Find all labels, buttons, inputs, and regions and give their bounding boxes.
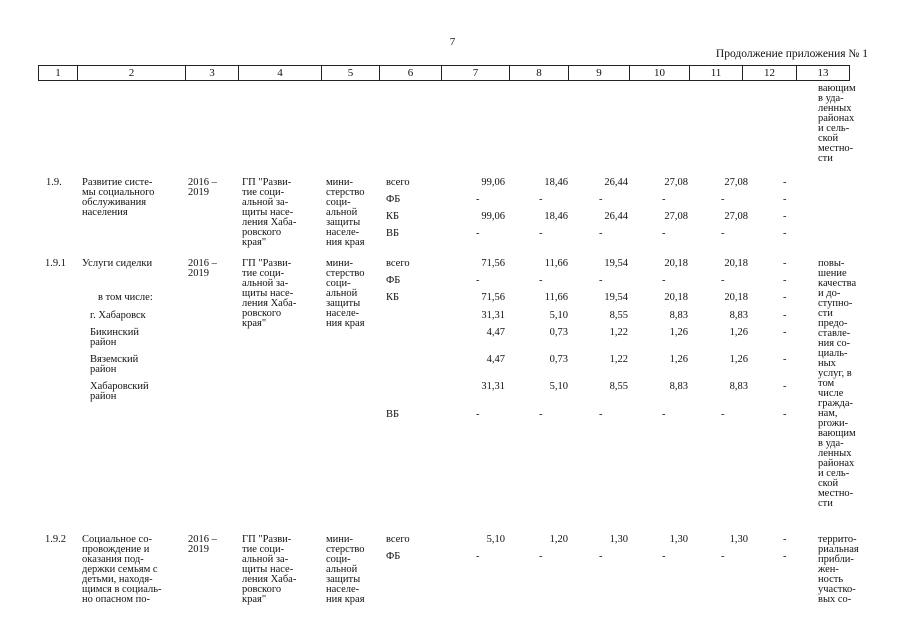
row-1-9-1-c10-fb: -: [662, 275, 666, 286]
row-1-9-1-c12-kb: -: [783, 292, 787, 303]
row-1-9-c8-vb: -: [539, 228, 543, 239]
row-1-9-1-c11-vb: -: [721, 409, 725, 420]
row-1-9-2-c11-fb: -: [721, 551, 725, 562]
col-header-12: 12: [743, 66, 797, 81]
row-1-9-c11-fb: -: [721, 194, 725, 205]
row-1-9-c12-kb: -: [783, 211, 787, 222]
row-1-9-source-kb: КБ: [386, 211, 400, 222]
row-1-9-1-c12-vb: -: [783, 409, 787, 420]
row-1-9-period: 2016 – 2019: [188, 177, 217, 198]
row-1-9-c8-fb: -: [539, 194, 543, 205]
row-1-9-c9-total: 26,44: [604, 177, 628, 188]
row-1-9-c8-kb: 18,46: [544, 211, 568, 222]
col-header-4: 4: [239, 66, 322, 81]
row-1-9-1-c8-sub4: 5,10: [549, 381, 568, 392]
row-1-9-1-c10-sub3: 1,26: [669, 354, 688, 365]
row-1-9-c8-total: 18,46: [544, 177, 568, 188]
col-header-2: 2: [78, 66, 186, 81]
row-1-9-1-sub-bikin-district: Бикинский район: [90, 327, 139, 348]
row-1-9-c11-vb: -: [721, 228, 725, 239]
row-1-9-number: 1.9.: [46, 177, 62, 188]
row-1-9-1-c11-fb: -: [721, 275, 725, 286]
row-1-9-c9-kb: 26,44: [604, 211, 628, 222]
row-1-9-1-c9-sub1: 8,55: [609, 310, 628, 321]
col13-continuation-text: вающим в уда- ленных районах и сель- ской местно- сти: [818, 83, 856, 164]
row-1-9-c7-total: 99,06: [481, 177, 505, 188]
row-1-9-c10-kb: 27,08: [664, 211, 688, 222]
row-1-9-2-c10-fb: -: [662, 551, 666, 562]
row-1-9-1-c7-total: 71,56: [481, 258, 505, 269]
row-1-9-1-source-vb: ВБ: [386, 409, 400, 420]
row-1-9-program: ГП "Разви- тие соци- альной за- щиты насе- ления Хаба- ровского края": [242, 177, 297, 248]
row-1-9-c12-vb: -: [783, 228, 787, 239]
page-number: 7: [449, 36, 456, 48]
col-header-3: 3: [186, 66, 239, 81]
row-1-9-1-c7-sub2: 4,47: [486, 327, 505, 338]
row-1-9-2-source-total: всего: [386, 534, 410, 545]
row-1-9-c12-fb: -: [783, 194, 787, 205]
row-1-9-1-c10-sub4: 8,83: [669, 381, 688, 392]
row-1-9-1-name: Услуги сиделки: [82, 258, 153, 269]
row-1-9-c10-fb: -: [662, 194, 666, 205]
row-1-9-2-c10-total: 1,30: [669, 534, 688, 545]
row-1-9-1-period: 2016 – 2019: [188, 258, 217, 279]
row-1-9-c7-kb: 99,06: [481, 211, 505, 222]
row-1-9-1-c7-kb: 71,56: [481, 292, 505, 303]
row-1-9-1-source-total: всего: [386, 258, 410, 269]
col-header-5: 5: [322, 66, 380, 81]
row-1-9-c11-total: 27,08: [724, 177, 748, 188]
row-1-9-1-c9-sub4: 8,55: [609, 381, 628, 392]
row-1-9-2-c9-fb: -: [599, 551, 603, 562]
col-header-6: 6: [380, 66, 442, 81]
row-1-9-2-c7-fb: -: [476, 551, 480, 562]
row-1-9-1-number: 1.9.1: [45, 258, 66, 269]
col-header-11: 11: [690, 66, 743, 81]
row-1-9-1-c10-total: 20,18: [664, 258, 688, 269]
row-1-9-1-c12-total: -: [783, 258, 787, 269]
col-header-1: 1: [39, 66, 78, 81]
row-1-9-2-source-fb: ФБ: [386, 551, 401, 562]
row-1-9-1-sub-khabarovsky-district: Хабаровский район: [90, 381, 149, 402]
row-1-9-1-c12-sub1: -: [783, 310, 787, 321]
row-1-9-c11-kb: 27,08: [724, 211, 748, 222]
row-1-9-1-source-fb: ФБ: [386, 275, 401, 286]
row-1-9-2-number: 1.9.2: [45, 534, 66, 545]
row-1-9-2-name: Социальное со- провождение и оказания под- держки семьям с детьми, находя- щимся в социаль- но опасном по-: [82, 534, 162, 605]
row-1-9-1-c11-kb: 20,18: [724, 292, 748, 303]
row-1-9-1-source-kb: КБ: [386, 292, 400, 303]
row-1-9-1-c8-sub1: 5,10: [549, 310, 568, 321]
row-1-9-1-c9-total: 19,54: [604, 258, 628, 269]
row-1-9-source-total: всего: [386, 177, 410, 188]
col-header-8: 8: [510, 66, 569, 81]
row-1-9-1-including-label: в том числе:: [98, 292, 153, 303]
row-1-9-2-c8-total: 1,20: [549, 534, 568, 545]
row-1-9-1-c10-sub1: 8,83: [669, 310, 688, 321]
col-header-10: 10: [630, 66, 690, 81]
row-1-9-2-result: террито- риальная прибли- жен- ность участко- вых со-: [818, 534, 859, 605]
row-1-9-2-period: 2016 – 2019: [188, 534, 217, 555]
row-1-9-executor: мини- стерство соци- альной защиты населе- ния края: [326, 177, 365, 248]
row-1-9-1-c11-sub2: 1,26: [729, 327, 748, 338]
row-1-9-1-c7-vb: -: [476, 409, 480, 420]
row-1-9-2-c7-total: 5,10: [486, 534, 505, 545]
column-header-row: [38, 65, 850, 81]
row-1-9-source-fb: ФБ: [386, 194, 401, 205]
continuation-label: Продолжение приложения № 1: [715, 48, 868, 60]
row-1-9-1-c8-kb: 11,66: [544, 292, 568, 303]
row-1-9-2-c12-fb: -: [783, 551, 787, 562]
row-1-9-c9-vb: -: [599, 228, 603, 239]
row-1-9-1-c12-fb: -: [783, 275, 787, 286]
row-1-9-1-c8-sub3: 0,73: [549, 354, 568, 365]
row-1-9-1-c9-kb: 19,54: [604, 292, 628, 303]
row-1-9-1-c9-sub2: 1,22: [609, 327, 628, 338]
row-1-9-1-c8-total: 11,66: [544, 258, 568, 269]
row-1-9-1-c11-sub4: 8,83: [729, 381, 748, 392]
row-1-9-c10-vb: -: [662, 228, 666, 239]
row-1-9-1-c8-vb: -: [539, 409, 543, 420]
row-1-9-1-c8-fb: -: [539, 275, 543, 286]
row-1-9-source-vb: ВБ: [386, 228, 400, 239]
row-1-9-1-c9-sub3: 1,22: [609, 354, 628, 365]
col-header-13: 13: [797, 66, 850, 81]
row-1-9-1-sub-khabarovsk-city: г. Хабаровск: [90, 310, 146, 321]
row-1-9-2-c8-fb: -: [539, 551, 543, 562]
row-1-9-2-c12-total: -: [783, 534, 787, 545]
row-1-9-1-result: повы- шение качества и до- ступно- сти предо- ставле- ния со- циаль- ных услуг, в том числе гражда- нам, prожи- вающим в уда- ленных районах и сель- ской местно- сти: [818, 258, 857, 509]
row-1-9-1-c7-sub4: 31,31: [481, 381, 505, 392]
row-1-9-c7-vb: -: [476, 228, 480, 239]
row-1-9-1-c10-vb: -: [662, 409, 666, 420]
row-1-9-2-c9-total: 1,30: [609, 534, 628, 545]
row-1-9-1-c11-total: 20,18: [724, 258, 748, 269]
row-1-9-1-sub-vyazemsky-district: Вяземский район: [90, 354, 139, 375]
row-1-9-name: Развитие систе- мы социального обслуживания населения: [82, 177, 155, 218]
row-1-9-2-program: ГП "Разви- тие соци- альной за- щиты насе- ления Хаба- ровского края": [242, 534, 297, 605]
col-header-9: 9: [569, 66, 630, 81]
row-1-9-c10-total: 27,08: [664, 177, 688, 188]
row-1-9-1-c12-sub4: -: [783, 381, 787, 392]
row-1-9-1-c11-sub3: 1,26: [729, 354, 748, 365]
col-header-7: 7: [442, 66, 510, 81]
row-1-9-2-executor: мини- стерство соци- альной защиты населе- ния края: [326, 534, 365, 605]
row-1-9-1-c8-sub2: 0,73: [549, 327, 568, 338]
row-1-9-c7-fb: -: [476, 194, 480, 205]
row-1-9-1-c9-vb: -: [599, 409, 603, 420]
row-1-9-1-c7-fb: -: [476, 275, 480, 286]
row-1-9-1-c9-fb: -: [599, 275, 603, 286]
row-1-9-1-c12-sub3: -: [783, 354, 787, 365]
row-1-9-1-c11-sub1: 8,83: [729, 310, 748, 321]
row-1-9-1-c7-sub3: 4,47: [486, 354, 505, 365]
row-1-9-1-c12-sub2: -: [783, 327, 787, 338]
row-1-9-c9-fb: -: [599, 194, 603, 205]
row-1-9-1-c7-sub1: 31,31: [481, 310, 505, 321]
row-1-9-c12-total: -: [783, 177, 787, 188]
row-1-9-1-c10-sub2: 1,26: [669, 327, 688, 338]
row-1-9-1-executor: мини- стерство соци- альной защиты населе- ния края: [326, 258, 365, 329]
row-1-9-1-program: ГП "Разви- тие соци- альной за- щиты насе- ления Хаба- ровского края": [242, 258, 297, 329]
row-1-9-1-c10-kb: 20,18: [664, 292, 688, 303]
row-1-9-2-c11-total: 1,30: [729, 534, 748, 545]
